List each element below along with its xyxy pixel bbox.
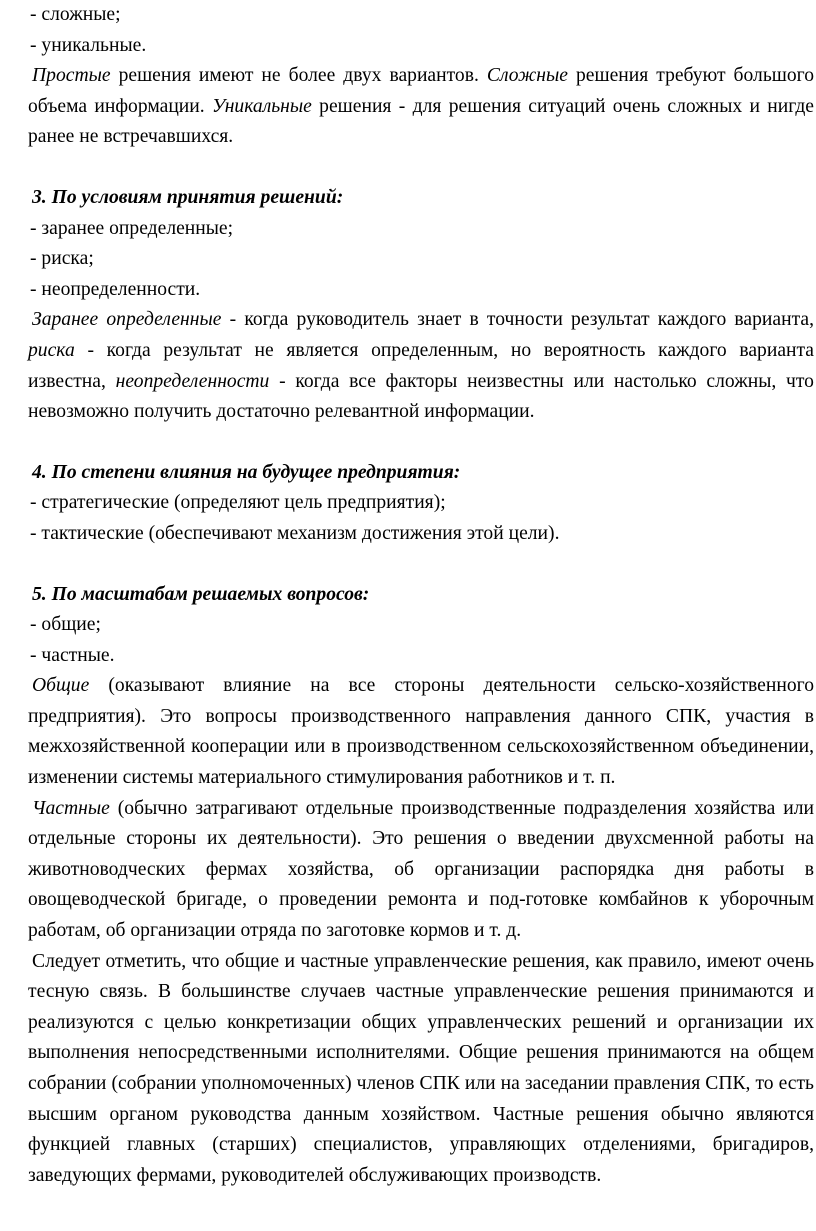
paragraph-complexity	[28, 61, 814, 153]
paragraph-particular	[28, 794, 814, 947]
term-unique: Уникальные	[212, 95, 312, 117]
spacer	[28, 550, 814, 580]
list-item: - уникальные.	[30, 34, 147, 56]
text-segment: (обычно затрагивают отдельные производственные подразделения хозяйства или отдельные стороны их деятельности). Это решения о введении двухсменной работы на животноводческих фермах хозяйства, об организации распорядка дня работы в овощеводческой бригаде, о проведении ремонта и под-готовке комбайнов к уборочным работам, об организации отряда по заготовке кормов и т. д.	[28, 797, 814, 942]
list-item: - заранее определенные;	[30, 217, 234, 239]
section-heading-5: 5. По масштабам решаемых вопросов:	[32, 583, 370, 605]
paragraph-conditions	[28, 305, 814, 427]
list-influence	[28, 488, 814, 549]
list-item: - общие;	[30, 614, 101, 636]
spacer	[28, 153, 814, 183]
list-item: - риска;	[30, 248, 94, 270]
list-complexity	[28, 0, 814, 61]
term-risk: риска	[28, 339, 75, 361]
term-complex: Сложные	[486, 65, 568, 87]
term-general: Общие	[32, 675, 90, 697]
text-segment: Следует отметить, что общие и частные управленческие решения, как правило, имеют очень тесную связь. В большинстве случаев частные управленческие решения принимаются и реализуются с целью конкретизации общих управленческих решений и организации их выполнения непосредственными исполнителями. Общие решения принимаются на общем собрании (собрании уполномоченных) членов СПК или на заседании правления СПК, то есть высшим органом руководства данным хозяйством. Частные решения обычно являются функцией главных (старших) специалистов, управляющих отделениями, бригадиров, заведующих фермами, руководителей обслуживающих производств.	[28, 950, 814, 1186]
list-scale	[28, 610, 814, 671]
list-conditions	[28, 214, 814, 306]
paragraph-conclusion	[28, 947, 814, 1192]
term-simple: Простые	[32, 65, 111, 87]
term-particular: Частные	[32, 797, 110, 819]
spacer	[28, 428, 814, 458]
text-segment: решения имеют не более двух вариантов.	[110, 65, 487, 87]
section-heading-3: 3. По условиям принятия решений:	[32, 186, 344, 208]
text-segment: - когда результат не является определенным, но вероятность каждого варианта известна,	[28, 339, 814, 392]
list-item: - тактические (обеспечивают механизм достижения этой цели).	[30, 522, 560, 544]
term-uncertainty: неопределенности	[115, 370, 270, 392]
list-item: - стратегические (определяют цель предприятия);	[30, 492, 446, 514]
text-segment: решения требуют большого объема информации.	[28, 65, 814, 117]
text-segment: - когда все факторы неизвестны или настолько сложны, что невозможно получить достаточно релевантной информации.	[28, 370, 814, 423]
list-item: - частные.	[30, 644, 115, 666]
list-item: - сложные;	[30, 4, 121, 25]
term-predetermined: Заранее определенные	[32, 309, 222, 331]
list-item: - неопределенности.	[30, 278, 201, 300]
text-segment: решения - для решения ситуаций очень сложных и нигде ранее не встречавшихся.	[28, 95, 814, 148]
text-segment: - когда руководитель знает в точности результат каждого варианта,	[221, 309, 814, 331]
text-segment: (оказывают влияние на все стороны деятельности сельско-хозяйственного предприятия). Это вопросы производственного направления данного СПК, участия в межхозяйственной кооперации или в производственном сельскохозяйственном объединении, изменении системы материального стимулирования работников и т. п.	[28, 675, 814, 789]
section-heading-4: 4. По степени влияния на будущее предприятия:	[32, 461, 461, 483]
paragraph-general	[28, 671, 814, 793]
